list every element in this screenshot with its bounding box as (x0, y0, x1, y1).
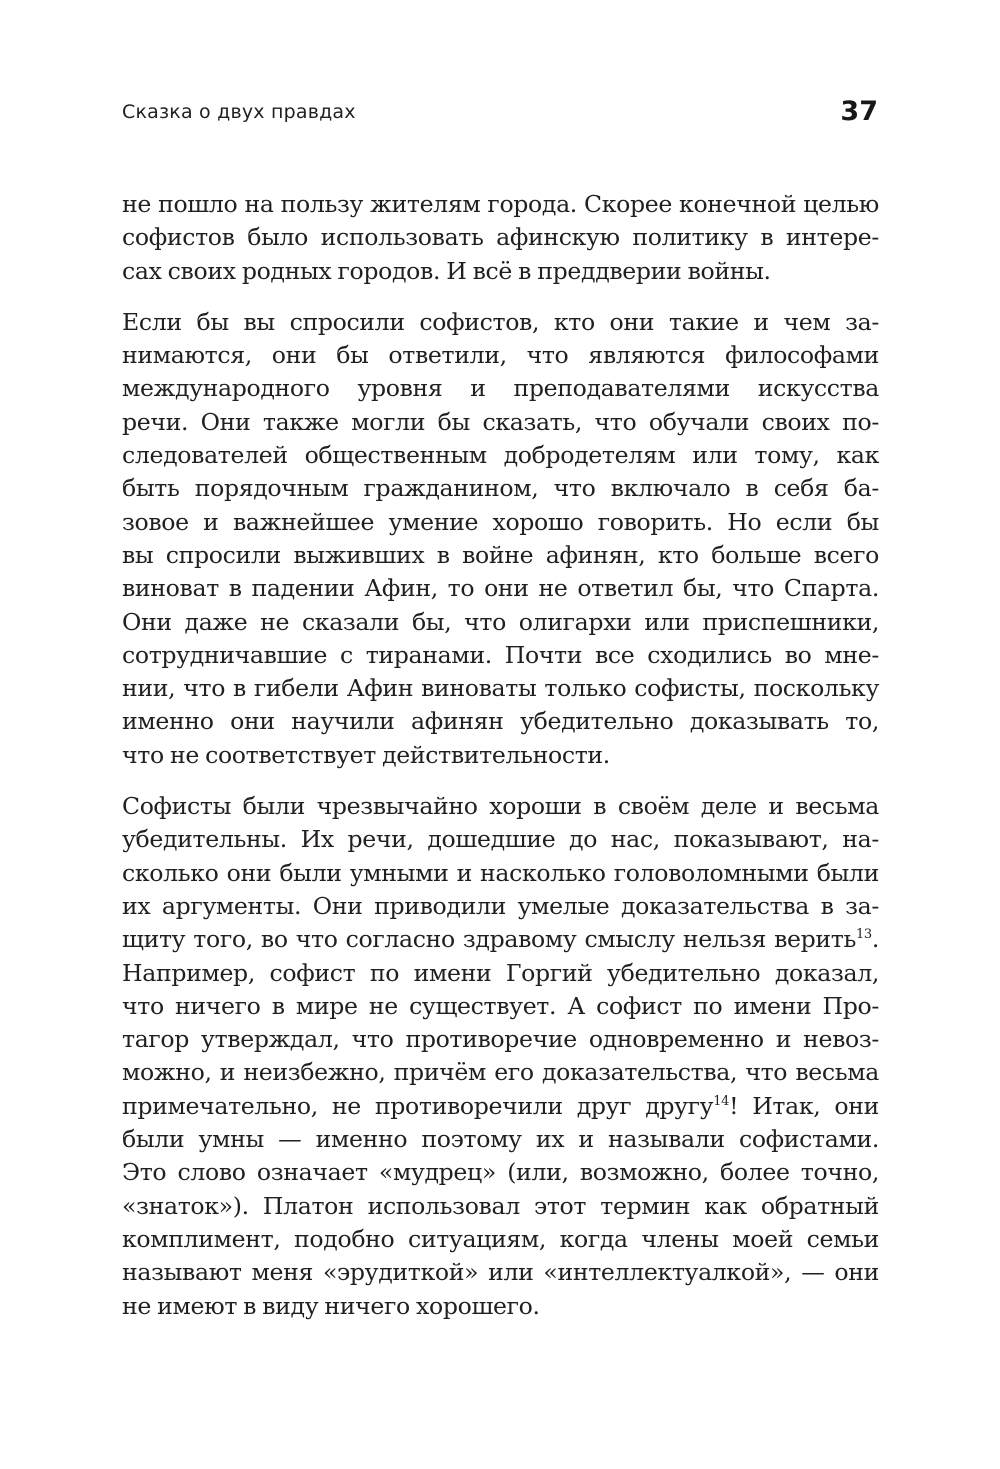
line-text: вы спросили выживших в войне афинян, кто больше всего (122, 540, 879, 569)
line-text: что ничего в мире не существует. А софист по имени Про- (122, 991, 879, 1020)
line-text: софистов было использовать афинскую политику в интере- (122, 223, 879, 252)
line-text: Это слово означает «мудрец» (или, возможно, более точно, (122, 1158, 879, 1187)
line-text-after-footnote: ! Итак, они (729, 1091, 879, 1120)
line-text: можно, и неизбежно, причём его доказательства, что весьма (122, 1058, 879, 1087)
text-line (122, 606, 879, 639)
text-line (122, 572, 879, 605)
text-line (122, 1290, 879, 1323)
text-line (122, 1223, 879, 1256)
text-line (122, 1123, 879, 1156)
line-text: убедительны. Их речи, дошедшие до нас, показывают, на- (122, 825, 879, 854)
text-line (122, 1090, 879, 1123)
line-text: не пошло на пользу жителям города. Скорее конечной целью (122, 190, 879, 218)
line-text: примечательно, не противоречили друг другу (122, 1091, 714, 1120)
line-text: виноват в падении Афин, то они не ответил бы, что Спарта. (122, 574, 879, 603)
body-text (122, 188, 879, 1341)
line-text: следователей общественным добродетелям или тому, как (122, 441, 879, 470)
footnote-marker[interactable]: 13 (856, 927, 872, 943)
line-text: «знаток»). Платон использовал этот термин как обратный (122, 1191, 879, 1220)
text-line (122, 990, 879, 1023)
line-text: Если бы вы спросили софистов, кто они такие и чем за- (122, 307, 879, 336)
line-text: речи. Они также могли бы сказать, что обучали своих по- (122, 407, 879, 436)
text-line (122, 739, 879, 772)
text-line (122, 255, 879, 288)
text-line (122, 439, 879, 472)
line-text: нимаются, они бы ответили, что являются философами (122, 341, 879, 370)
line-text: щиту того, во что согласно здравому смыслу нельзя верить (122, 925, 856, 954)
footnote-marker[interactable]: 14 (713, 1093, 730, 1109)
line-text: именно они научили афинян убедительно доказывать то, (122, 707, 879, 736)
text-line (122, 957, 879, 990)
paragraph (122, 306, 879, 772)
text-line (122, 188, 879, 221)
line-text: Софисты были чрезвычайно хороши в своём деле и весьма (122, 792, 879, 821)
text-line (122, 1156, 879, 1189)
text-line (122, 857, 879, 890)
text-line (122, 1023, 879, 1056)
line-text: называют меня «эрудиткой» или «интеллектуалкой», — они (122, 1258, 879, 1287)
line-text: что не соответствует действительности. (122, 740, 610, 769)
text-line (122, 339, 879, 372)
line-text: Они даже не сказали бы, что олигархи или приспешники, (122, 607, 879, 636)
line-text: не имеют в виду ничего хорошего. (122, 1291, 540, 1320)
text-line (122, 539, 879, 572)
paragraph (122, 188, 879, 288)
text-line (122, 672, 879, 705)
text-line (122, 221, 879, 254)
line-text-after-footnote: . (871, 925, 879, 954)
text-line (122, 506, 879, 539)
text-line (122, 705, 879, 738)
text-line (122, 1056, 879, 1089)
text-line (122, 923, 879, 956)
text-line (122, 1256, 879, 1289)
running-title: Сказка о двух правдах (122, 101, 356, 123)
line-text: сах своих родных городов. И всё в преддверии войны. (122, 256, 771, 285)
line-text: сколько они были умными и насколько головоломными были (122, 858, 879, 887)
line-text: Например, софист по имени Горгий убедительно доказал, (122, 958, 879, 987)
paragraph (122, 790, 879, 1323)
line-text: быть порядочным гражданином, что включало в себя ба- (122, 474, 879, 503)
text-line (122, 823, 879, 856)
text-line (122, 472, 879, 505)
text-line (122, 372, 879, 405)
line-text: зовое и важнейшее умение хорошо говорить. Но если бы (122, 507, 879, 536)
text-line (122, 890, 879, 923)
text-line (122, 406, 879, 439)
line-text: были умны — именно поэтому их и называли софистами. (122, 1125, 879, 1154)
text-line (122, 790, 879, 823)
line-text: сотрудничавшие с тиранами. Почти все сходились во мне- (122, 640, 879, 669)
line-text: комплимент, подобно ситуациям, когда члены моей семьи (122, 1224, 879, 1253)
line-text: их аргументы. Они приводили умелые доказательства в за- (122, 891, 879, 920)
text-line (122, 306, 879, 339)
line-text: нии, что в гибели Афин виноваты только софисты, поскольку (122, 674, 879, 703)
text-line (122, 1190, 879, 1223)
text-line (122, 639, 879, 672)
line-text: международного уровня и преподавателями искусства (122, 374, 879, 403)
page-number: 37 (840, 96, 878, 127)
line-text: тагор утверждал, что противоречие одновременно и невоз- (122, 1025, 879, 1054)
